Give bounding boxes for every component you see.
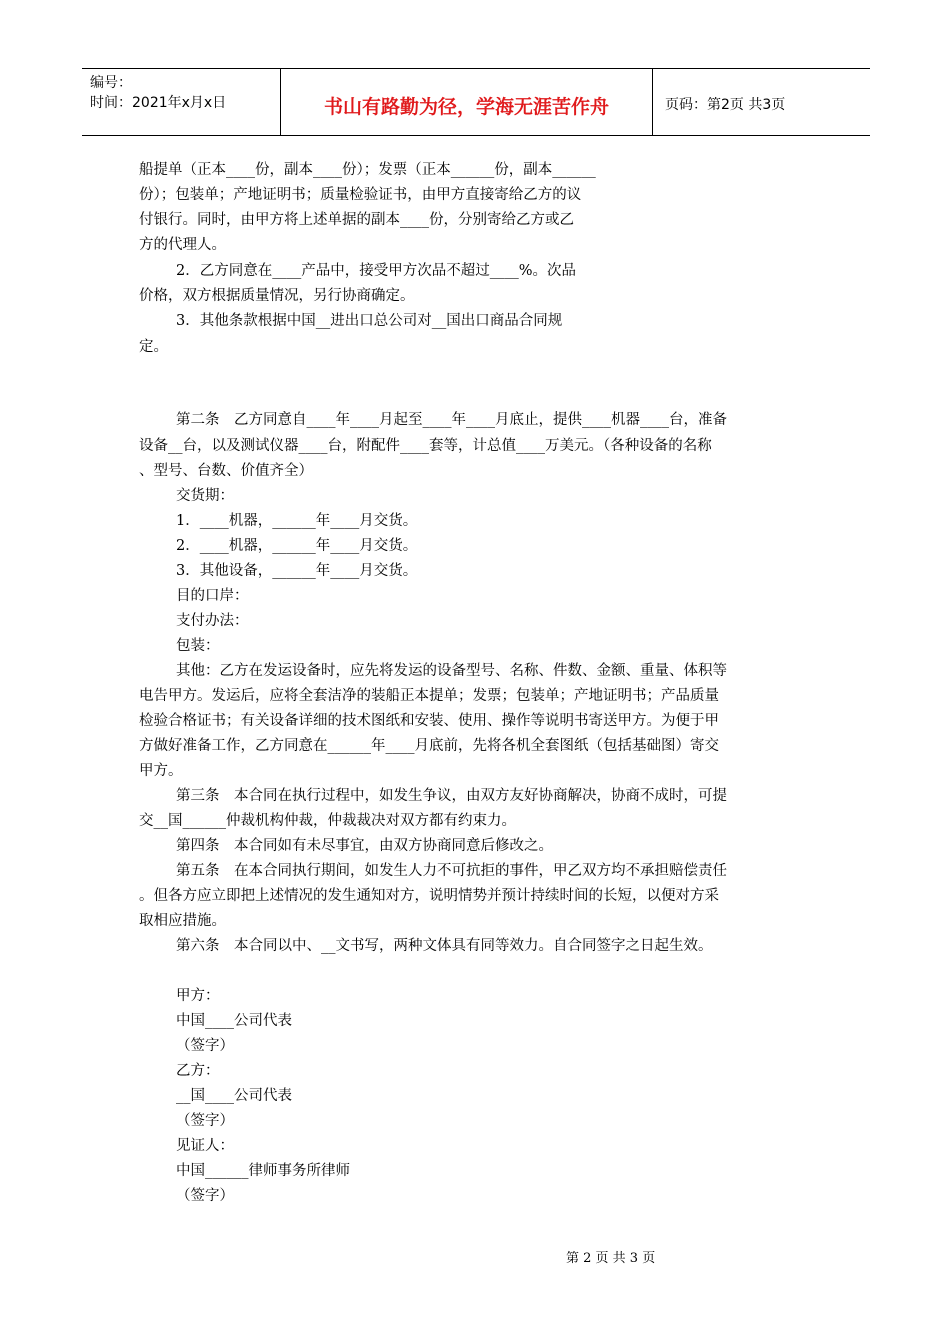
- body-line: 第六条 本合同以中、__文书写，两种文体具有同等效力。自合同签字之日起生效。: [176, 938, 713, 954]
- body-line: 船提单（正本____份，副本____份）；发票（正本______份，副本______: [139, 162, 596, 178]
- signature-line: （签字）: [176, 1113, 234, 1129]
- body-line: 交货期：: [176, 488, 234, 504]
- page-header: [82, 68, 870, 136]
- body-line: 交__国______仲裁机构仲裁，仲裁裁决对双方都有约束力。: [139, 813, 516, 829]
- body-line: 3．其他条款根据中国__进出口总公司对__国出口商品合同规: [176, 313, 563, 329]
- body-line: 第二条 乙方同意自____年____月起至____年____月底止，提供____机器____台，准备: [176, 412, 727, 428]
- body-line: 方的代理人。: [139, 237, 226, 253]
- signature-line: 中国____公司代表: [176, 1013, 292, 1029]
- body-line: 第三条 本合同在执行过程中，如发生争议，由双方友好协商解决，协商不成时，可提: [176, 788, 727, 804]
- body-line: 第四条 本合同如有未尽事宜，由双方协商同意后修改之。: [176, 838, 553, 854]
- body-line: 价格，双方根据质量情况，另行协商确定。: [139, 288, 415, 304]
- body-line: 第五条 在本合同执行期间，如发生人力不可抗拒的事件，甲乙双方均不承担赔偿责任: [176, 863, 727, 879]
- signature-line: 甲方：: [176, 988, 220, 1004]
- body-line: 份）；包装单；产地证明书；质量检验证书，由甲方直接寄给乙方的议: [139, 187, 582, 203]
- body-line: 目的口岸：: [176, 588, 249, 604]
- body-line: 支付办法：: [176, 613, 249, 629]
- body-line: 包装：: [176, 638, 220, 654]
- body-line: 方做好准备工作，乙方同意在______年____月底前，先将各机全套图纸（包括基础图）寄交: [139, 738, 719, 754]
- signature-line: __国____公司代表: [176, 1088, 292, 1104]
- header-meta: [82, 69, 281, 135]
- signature-line: 中国______律师事务所律师: [176, 1163, 350, 1179]
- body-line: 。但各方应立即把上述情况的发生通知对方，说明情势并预计持续时间的长短，以便对方采: [139, 888, 719, 904]
- document-date: 时间：2021年x月x日: [90, 95, 227, 111]
- page-footer: 第 2 页 共 3 页: [566, 1251, 656, 1266]
- body-line: 甲方。: [139, 763, 183, 779]
- body-line: 设备__台，以及测试仪器____台，附配件____套等，计总值____万美元。（各种设备的名称: [139, 438, 712, 454]
- body-line: 付银行。同时，由甲方将上述单据的副本____份，分别寄给乙方或乙: [139, 212, 574, 228]
- header-page-info: 页码：第2页 共3页: [665, 97, 786, 113]
- body-line: 、型号、台数、价值齐全）: [139, 463, 313, 479]
- body-line: 检验合格证书；有关设备详细的技术图纸和安装、使用、操作等说明书寄送甲方。为便于甲: [139, 713, 719, 729]
- signature-line: （签字）: [176, 1038, 234, 1054]
- body-line: 3．其他设备，______年____月交货。: [176, 563, 418, 579]
- body-line: 2．____机器，______年____月交货。: [176, 538, 418, 554]
- signature-line: 乙方：: [176, 1063, 220, 1079]
- body-line: 定。: [139, 339, 168, 355]
- header-motto: 书山有路勤为径，学海无涯苦作舟: [281, 69, 653, 135]
- body-line: 2．乙方同意在____产品中，接受甲方次品不超过____%。次品: [176, 263, 577, 279]
- body-line: 取相应措施。: [139, 913, 226, 929]
- body-line: 1．____机器，______年____月交货。: [176, 513, 418, 529]
- signature-line: （签字）: [176, 1188, 234, 1204]
- body-line: 其他：乙方在发运设备时，应先将发运的设备型号、名称、件数、金额、重量、体积等: [176, 663, 727, 679]
- signature-line: 见证人：: [176, 1138, 234, 1154]
- body-line: 电告甲方。发运后，应将全套洁净的装船正本提单；发票；包装单；产地证明书；产品质量: [139, 688, 719, 704]
- document-number-label: 编号：: [90, 75, 132, 91]
